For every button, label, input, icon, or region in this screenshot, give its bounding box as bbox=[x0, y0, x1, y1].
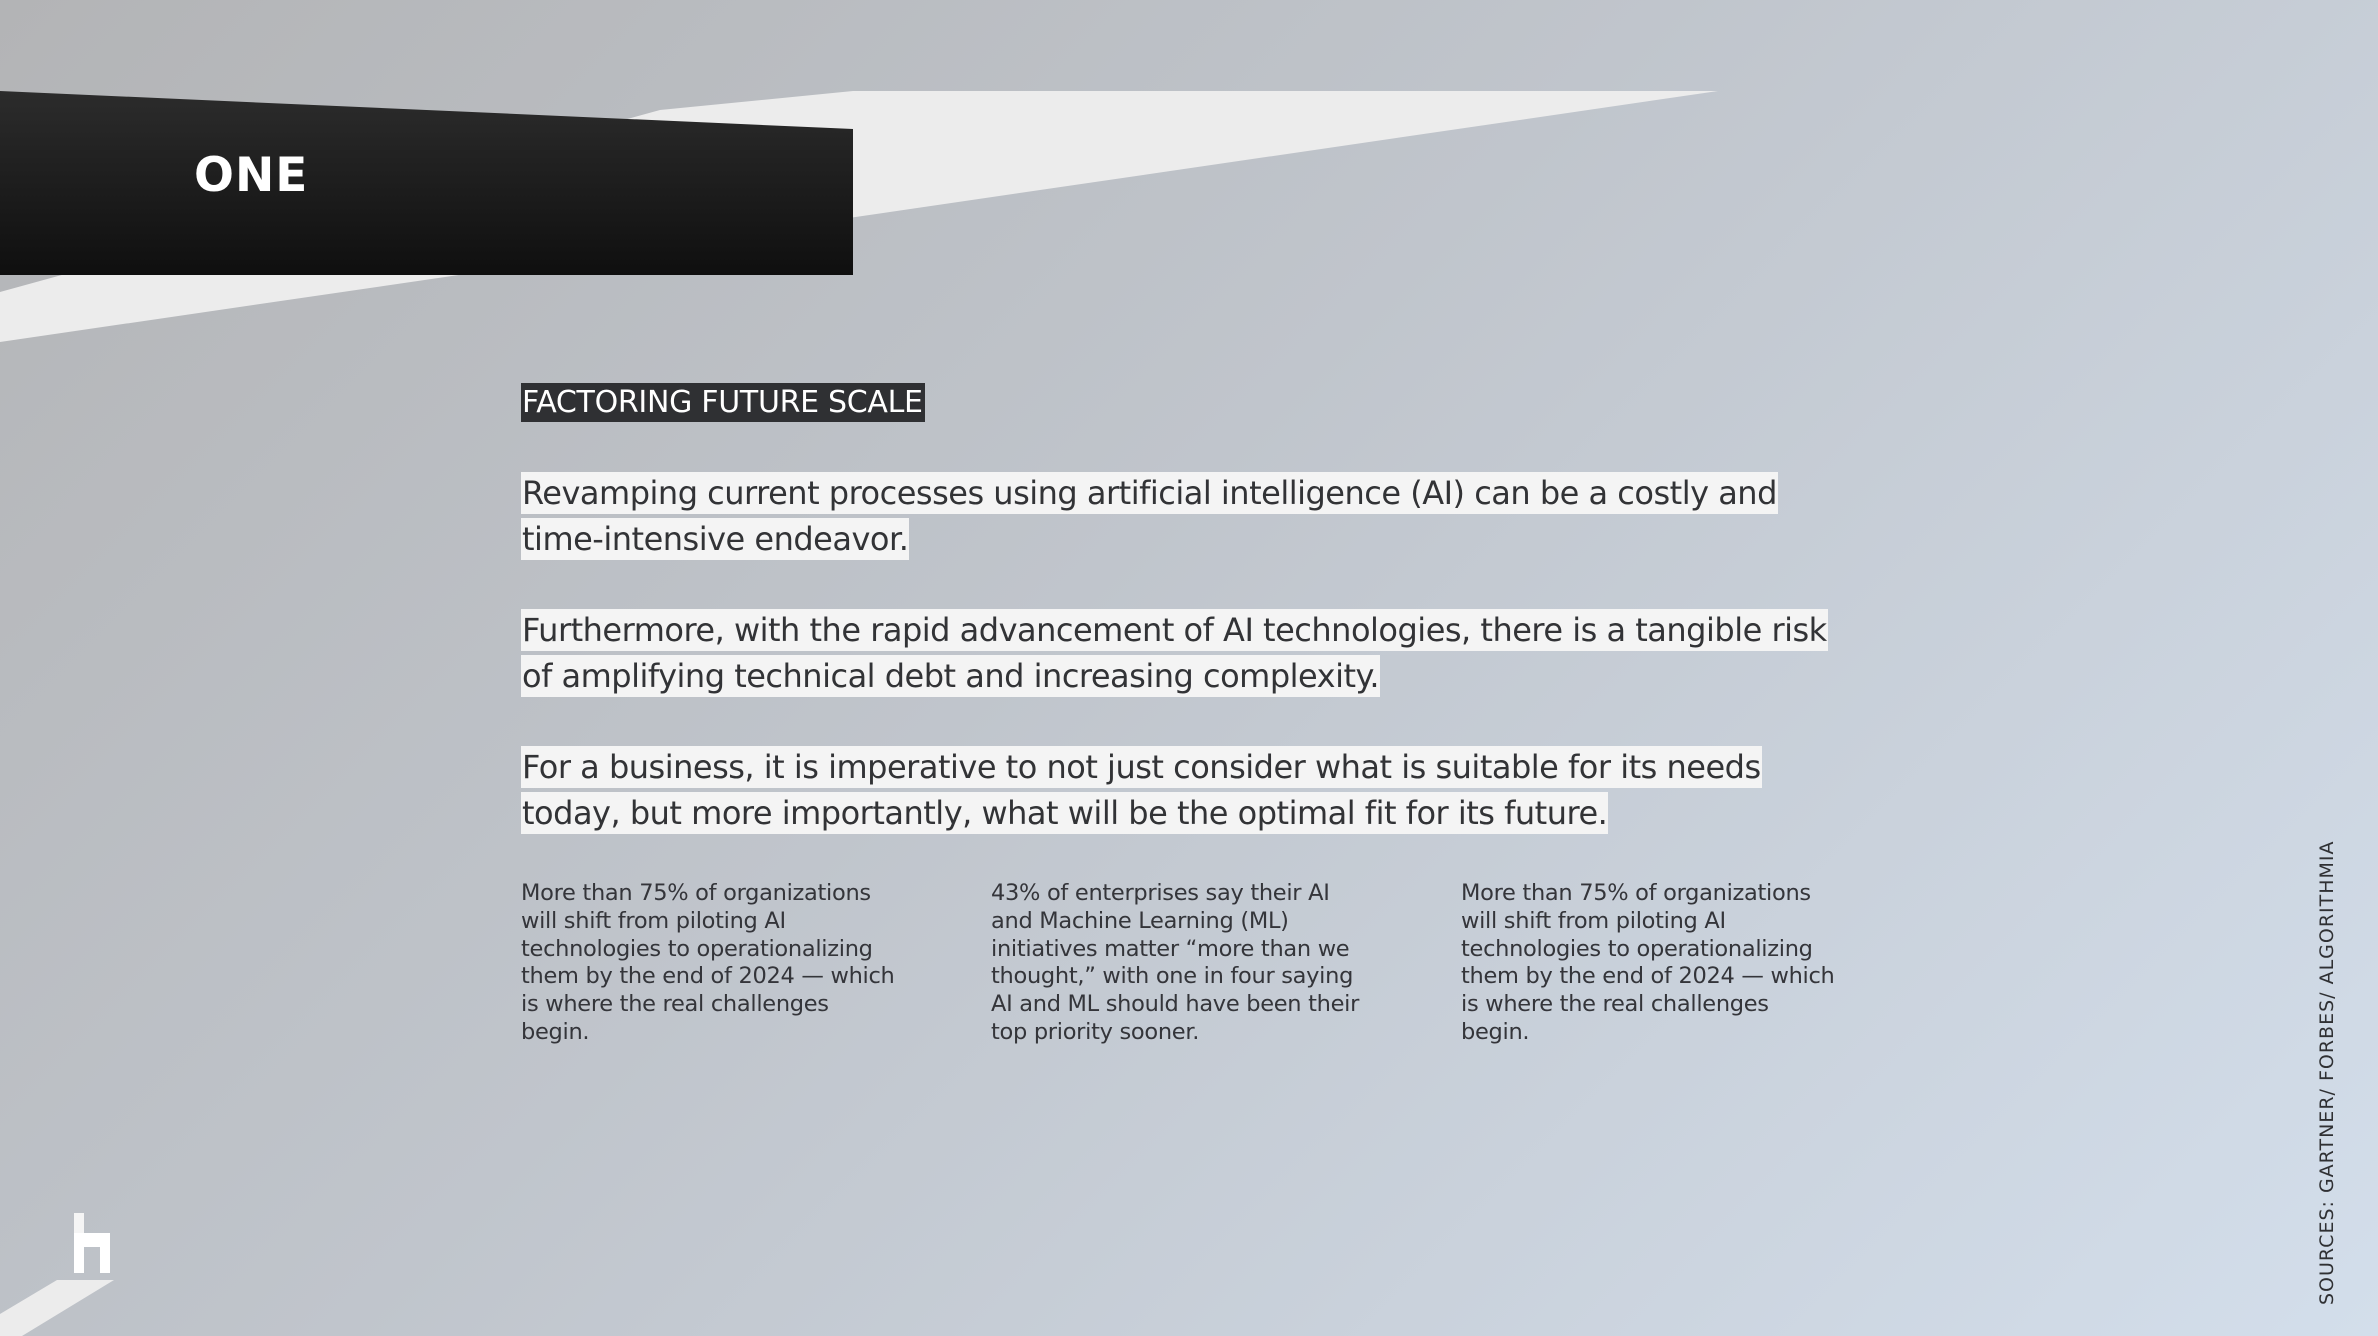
section-heading bbox=[521, 383, 925, 423]
stat-enterprise-priority: 43% of enterprises say their AI and Machine Learning (ML) initiatives matter “more than we thought,” with one in four saying AI and ML should have been their top priority sooner. bbox=[991, 880, 1360, 1045]
paragraph-future-fit bbox=[521, 745, 1841, 836]
section-heading-text: FACTORING FUTURE SCALE bbox=[522, 385, 923, 420]
paragraph-technical-debt bbox=[521, 608, 1841, 699]
paragraph-cost-text: Revamping current processes using artificial intelligence (AI) can be a costly and time-intensive endeavor. bbox=[522, 474, 1777, 558]
h-logo-icon bbox=[74, 1213, 110, 1273]
paragraph-technical-debt-text: Furthermore, with the rapid advancement of AI technologies, there is a tangible risk of amplifying technical debt and increasing complexity. bbox=[522, 611, 1827, 695]
stat-operationalizing: More than 75% of organizations will shift from piloting AI technologies to operationalizing them by the end of 2024 — which is where the real challenges begin. bbox=[521, 880, 895, 1045]
corner-wedge-shape bbox=[0, 1280, 114, 1336]
sources-note: SOURCES: GARTNER/ FORBES/ ALGORITHMIA bbox=[2316, 840, 2338, 1305]
paragraph-cost bbox=[521, 471, 1841, 562]
paragraph-future-fit-text: For a business, it is imperative to not just consider what is suitable for its needs today, but more importantly, what will be the optimal fit for its future. bbox=[522, 748, 1761, 832]
stat-operationalizing-repeat: More than 75% of organizations will shift from piloting AI technologies to operationalizing them by the end of 2024 — which is where the real challenges begin. bbox=[1461, 880, 1835, 1045]
section-number: ONE bbox=[194, 148, 309, 203]
